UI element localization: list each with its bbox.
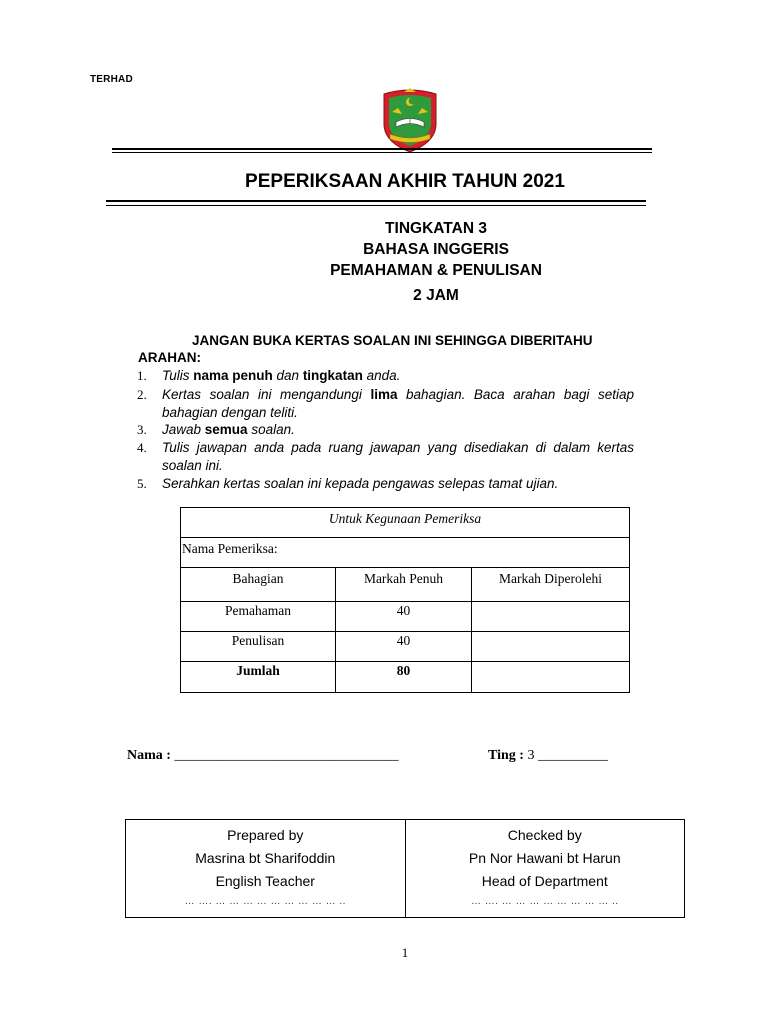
instruction-number: 1. [137, 368, 147, 383]
instruction-number: 4. [137, 440, 147, 455]
checked-by-label: Checked by [507, 827, 582, 843]
student-form-value: 3 [527, 748, 535, 763]
prepared-by-name: Masrina bt Sharifoddin [195, 850, 336, 866]
prepared-by-cell [126, 820, 406, 918]
instruction-text-part: Jawab [162, 422, 205, 437]
instruction-text-part: Kertas soalan ini mengandungi [162, 387, 371, 402]
instruction-number: 5. [137, 476, 147, 491]
examiner-name-label: Nama Pemeriksa: [181, 538, 630, 568]
paper-name: PEMAHAMAN & PENULISAN [330, 262, 542, 279]
classification-label: TERHAD [90, 74, 133, 85]
student-name-label: Nama : [127, 748, 171, 763]
subject-name: BAHASA INGGERIS [363, 241, 509, 258]
exam-duration: 2 JAM [413, 287, 459, 304]
instruction-number: 3. [137, 422, 147, 437]
marks-obtained-cell[interactable] [472, 602, 630, 632]
prepared-by-label: Prepared by [227, 827, 304, 843]
column-header-full-marks: Markah Penuh [336, 568, 472, 602]
column-header-marks-obtained: Markah Diperolehi [472, 568, 630, 602]
examiner-table-title: Untuk Kegunaan Pemeriksa [181, 508, 630, 538]
instruction-emphasis: tingkatan [302, 368, 363, 383]
instruction-text [162, 439, 634, 475]
page-number: 1 [401, 945, 409, 960]
marks-obtained-cell[interactable] [472, 632, 630, 662]
checked-by-name: Pn Nor Hawani bt Harun [468, 850, 621, 866]
instruction-text-part: anda. [362, 368, 401, 383]
student-name-field[interactable]: ________________________________ [174, 748, 399, 763]
instruction-text-part: soalan. [247, 422, 295, 437]
prepared-by-role: English Teacher [215, 873, 315, 889]
instruction-emphasis: nama penuh [193, 368, 273, 383]
examiner-table [180, 507, 630, 693]
instruction-emphasis: semua [204, 422, 248, 437]
student-form-label: Ting : [488, 748, 524, 763]
student-name-line [127, 748, 398, 764]
student-form-field[interactable]: __________ [537, 748, 608, 763]
instruction-text [162, 367, 634, 385]
checked-by-cell [405, 820, 685, 918]
title-rule-bottom-thin [106, 205, 646, 206]
instruction-text-part: Serahkan kertas soalan ini kepada pengawas selepas tamat ujian. [162, 476, 559, 491]
full-marks-cell: 40 [336, 602, 472, 632]
checked-by-role: Head of Department [481, 873, 608, 889]
instruction-text-part: dan [272, 368, 303, 383]
section-cell: Pemahaman [181, 602, 336, 632]
header-rule-top-thin [112, 152, 652, 153]
column-header-section: Bahagian [181, 568, 336, 602]
instruction-emphasis: lima [370, 387, 398, 402]
instruction-text-part: Tulis [162, 368, 194, 383]
total-marks-obtained-cell[interactable] [472, 662, 630, 693]
full-marks-cell: 40 [336, 632, 472, 662]
prepared-by-signature-line[interactable]: … …. … … … … … … … … … .. [184, 896, 346, 907]
instruction-text [162, 475, 634, 493]
instruction-text [162, 386, 634, 422]
do-not-open-warning: JANGAN BUKA KERTAS SOALAN INI SEHINGGA DIBERITAHU [192, 333, 593, 348]
instruction-number: 2. [137, 387, 147, 402]
checked-by-signature-line[interactable]: … …. … … … … … … … … .. [470, 896, 619, 907]
title-rule-bottom [106, 200, 646, 202]
exam-title: PEPERIKSAAN AKHIR TAHUN 2021 [245, 171, 565, 192]
section-cell: Penulisan [181, 632, 336, 662]
school-crest-logo [378, 84, 442, 154]
student-form-line [488, 748, 608, 764]
signature-table [125, 819, 685, 918]
table-row [181, 632, 630, 662]
instruction-text [162, 421, 634, 439]
total-label-cell: Jumlah [181, 662, 336, 693]
header-rule-top [112, 148, 652, 150]
instruction-text-part: Tulis jawapan anda pada ruang jawapan yang disediakan di dalam kertas soalan ini. [162, 440, 634, 473]
total-full-marks-cell: 80 [336, 662, 472, 693]
instruction-text-part: bahagian. Baca arahan bagi setiap bahagian dengan teliti. [162, 387, 634, 420]
table-row [181, 602, 630, 632]
form-level: TINGKATAN 3 [385, 220, 487, 237]
total-row [181, 662, 630, 693]
instructions-title: ARAHAN: [138, 350, 201, 365]
